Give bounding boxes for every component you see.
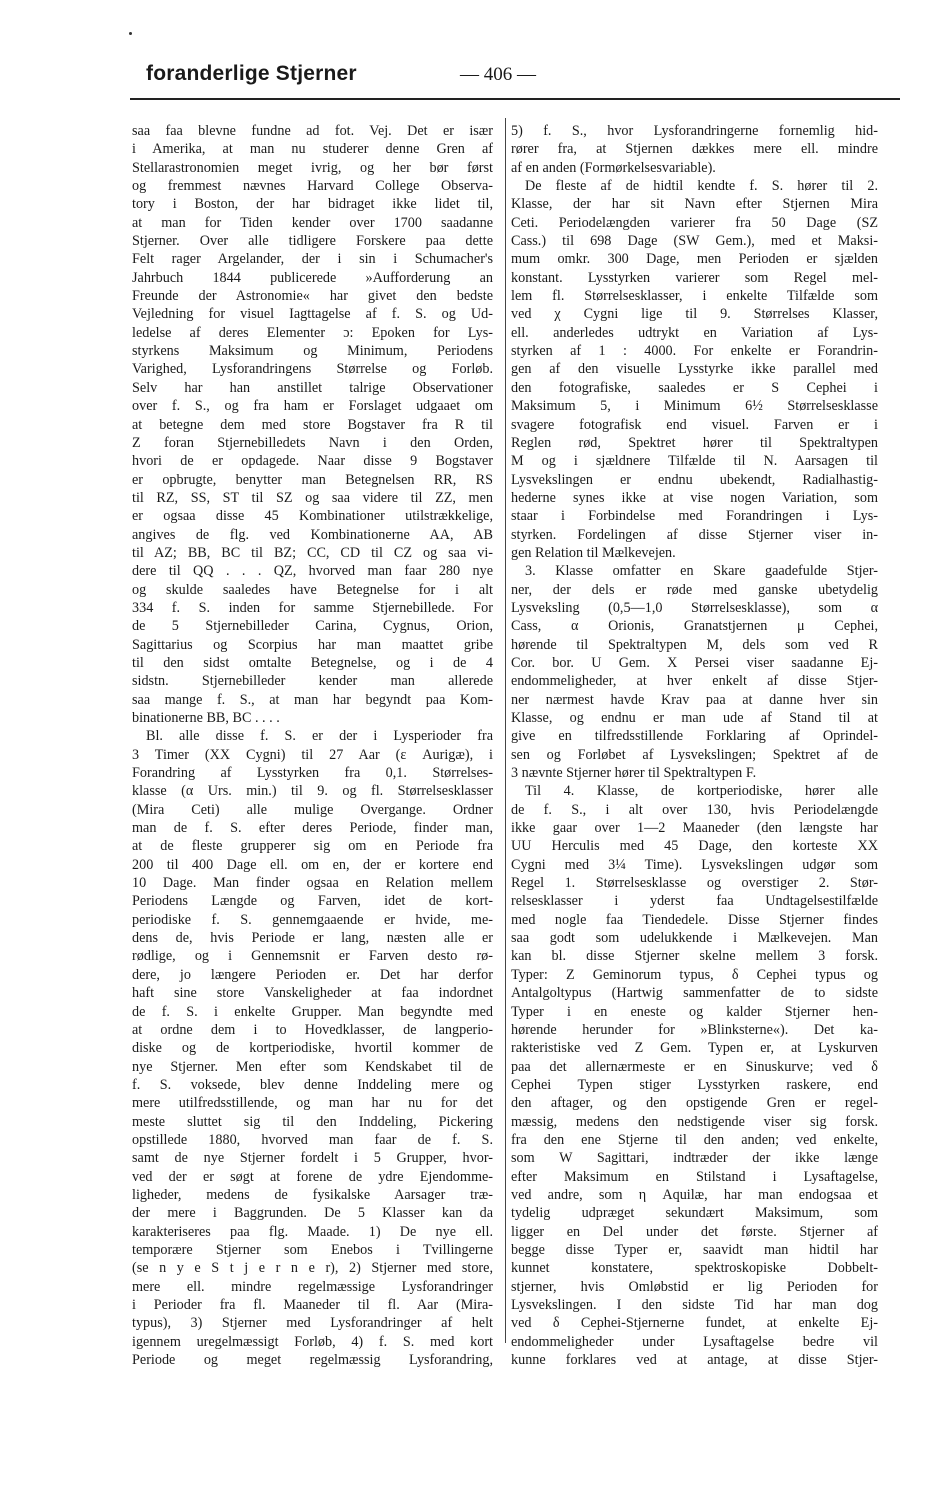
text-line: i Perioder fra fl. Maaneder til fl. Aar (Mira- (132, 1297, 493, 1313)
text-line: mæssig, medens den nedstigende viser sig forsk. (511, 1113, 878, 1130)
text-line: 5) f. S., hvor Lysforandringerne fornemlig hid- (511, 123, 878, 139)
text-line: Til 4. Klasse, de kortperiodiske, hører alle (525, 783, 878, 800)
text-line: endommeligheder under Lysaftagelse bedre vil (511, 1333, 878, 1350)
text-line: Periodens Længde og Farven, idet de kort- (132, 893, 493, 910)
text-line: konstant. Lysstyrken varierer som Regel mel- (511, 269, 878, 286)
text-line: sidstn. Stjernebilleder kender man allerede (132, 673, 493, 690)
text-line: er opbrugte, benytter man Betegnelsen RR, RS (132, 471, 493, 488)
text-line: stjerner, hvis Omløbstid er lig Perioden for (511, 1278, 878, 1295)
text-line: med nogle faa Tiendedele. Disse Stjerner findes (511, 911, 878, 928)
text-line: til RZ, SS, ST til SZ og saa videre til ZZ, men (132, 489, 493, 506)
text-line: dens de, hvis Periode er lang, næsten alle er (132, 930, 493, 947)
text-line: endommeligheder, at hver enkelt af disse Stjer- (511, 673, 878, 690)
text-line: Ceti. Periodelængden varierer fra 50 Dage (SZ (511, 214, 878, 231)
text-line: dere, jo længere Perioden er. Det har derfor (132, 966, 493, 983)
text-line: Cass, α Orionis, Granatstjernen μ Cephei, (511, 618, 878, 635)
text-line: Maksimum 5, i Minimum 6½ Størrelsesklasse (511, 398, 878, 415)
text-line: kunnet konstatere, spektroskopiske Dobbelt- (511, 1260, 878, 1277)
text-line: Lysvekslingen. I den sidste Tid har man dog (511, 1297, 878, 1313)
text-line: give en tilfredsstillende Forklaring af Oprindel- (511, 728, 878, 745)
text-line: Klasse, og endnu er man ude af Stand til at (511, 710, 878, 726)
text-line: mere ell. mindre regelmæssige Lysforandringer (132, 1278, 493, 1295)
text-line: til den sidst omtalte Betegnelse, og i de 4 (132, 654, 493, 671)
text-line: ner nærmest havde Krav paa at danne hver sin (511, 691, 878, 708)
text-line: og fremmest nævnes Harvard College Observa- (132, 178, 493, 195)
text-line: kunne forklares ved at antage, at disse Stjer- (511, 1352, 878, 1369)
text-line: saa godt som udelukkende i Mælkevejen. Man (511, 930, 878, 947)
text-line: man de f. S. efter deres Periode, finder man, (132, 820, 493, 837)
text-line: den aftager, og den opstigende Gren er regel- (511, 1095, 878, 1112)
text-line: Bl. alle disse f. S. er der i Lysperioder fra (146, 728, 493, 745)
text-line: Vejledning for visuel Iagttagelse af f. S. og Ud- (132, 306, 493, 323)
text-line: hørende til Spektraltypen M, dels som ved R (511, 636, 878, 653)
text-line: angives de flg. ved Kombinationerne AA, AB (132, 526, 493, 543)
text-line: Reglen rød, Spektret hører til Spektraltypen (511, 434, 878, 451)
text-line: haft sine store Vanskeligheder at faa indordnet (132, 985, 493, 1002)
text-line: Lysveksling (0,5—1,0 Størrelsesklasse), som α (511, 599, 878, 616)
text-line: UU Herculis med 45 Dage, den korteste XX (511, 838, 878, 855)
text-line: typus), 3) Stjerner med Lysforandringer af helt (132, 1315, 493, 1332)
text-line: ved der er søgt at forene de ydre Ejendomme- (132, 1168, 493, 1185)
text-line: hørende herunder for »Blinksterne«). Det ka- (511, 1021, 878, 1038)
text-line: svagere fotografisk end visuel. Farven er i (511, 416, 878, 433)
text-line: begge disse Typer er, saavidt man hidtil har (511, 1241, 878, 1258)
text-line: (Mira Ceti) alle mulige Overgange. Ordner (132, 801, 493, 818)
text-line: (se n y e S t j e r n e r), 2) Stjerner med store, (132, 1260, 493, 1277)
text-line: styrken af 1 : 4000. For enkelte er Forandrin- (511, 343, 878, 360)
text-line: Regel 1. Størrelsesklasse og overstiger 2. Stør- (511, 875, 878, 892)
text-line: sen og Forløbet af Lysvekslingen; Spektret af de (511, 746, 878, 763)
text-line: over f. S., og fra ham er Forslaget udgaaet om (132, 398, 493, 415)
text-line: karakteriseres paa flg. Maade. 1) De nye ell. (132, 1223, 493, 1240)
text-line: kan bl. disse Stjerner skelne mellem 3 forsk. (511, 948, 878, 965)
text-line: de f. S. i enkelte Grupper. Man begyndte med (132, 1003, 493, 1020)
text-line: Felt rager Argelander, der i sin i Schumacher's (132, 251, 493, 268)
text-line: at de fleste grupperer sig om en Periode fra (132, 838, 493, 855)
text-line: Forandring af Lysstyrken fra 0,1. Størrelses- (132, 765, 493, 782)
text-line: at ordne dem i to Hovedklasser, de langperio- (132, 1021, 493, 1038)
text-line: mum omkr. 300 Dage, men Perioden er sjælden (511, 251, 878, 268)
text-line: Stellarastronomien meget ivrig, og her bør først (132, 159, 493, 176)
text-line: ligheder, medens de fysikalske Aarsager træ- (132, 1186, 493, 1203)
text-line: efter Maksimum en Stilstand i Lysaftagelse, (511, 1168, 878, 1185)
right-column (511, 122, 878, 1369)
text-line: lem fl. Størrelsesklasser, i enkelte Tilfælde som (511, 288, 878, 305)
text-line: staar i Forbindelse med Forandringen i Lys- (511, 508, 878, 525)
text-line: rødlige, og i Gennemsnit er Farven desto rø- (132, 948, 493, 965)
text-line: 3 nævnte Stjerner hører til Spektraltypen F. (511, 765, 757, 782)
text-line: ikke gaar over 1—2 Maaneder (den længste har (511, 820, 878, 837)
text-line: 334 f. S. inden for samme Stjernebillede. For (132, 599, 493, 616)
text-line: som W Sagittari, indtræder der ikke længe (511, 1150, 878, 1167)
text-line: Cor. bor. U Gem. X Persei viser saadanne Ej- (511, 654, 878, 671)
page-speck (129, 32, 132, 35)
text-line: ledelse af deres Elementer ɔ: Epoken for Lys- (132, 324, 493, 341)
text-line: er ogsaa disse 45 Kombinationer utilstrækkelige, (132, 508, 493, 525)
text-line: periodiske f. S. gennemgaaende er hvide, me- (132, 911, 493, 928)
text-line: at man for Tiden kender over 1700 saadanne (132, 214, 493, 231)
text-line: Klasse, der har sit Navn efter Stjernen Mira (511, 196, 878, 213)
text-line: de f. S., i alt over 130, hvis Periodelængde (511, 801, 878, 818)
text-line: Typer: Z Geminorum typus, δ Cephei typus og (511, 966, 878, 983)
text-line: Jahrbuch 1844 publicerede »Aufforderung an (132, 269, 493, 286)
text-line: M og i sjældnere Tilfælde til N. Aarsagen til (511, 453, 878, 470)
text-line: den fotografiske, saaledes er S Cephei i (511, 379, 878, 396)
text-line: Cass.) til 698 Dage (SW Gem.), med et Maksi- (511, 233, 878, 250)
text-line: ved δ Cephei-Stjernerne fundet, at enkelte Ej- (511, 1315, 878, 1332)
text-line: gen af den visuelle Lysstyrke ikke parallel med (511, 361, 878, 378)
text-line: Cygni med 3¼ Time). Lysvekslingen udgør som (511, 856, 878, 873)
text-line: saa mange f. S., at man har begyndt paa Kom- (132, 691, 493, 708)
running-title: foranderlige Stjerner (146, 62, 357, 85)
text-line: Z foran Stjernebilledets Navn i den Orden, (132, 434, 493, 451)
text-line: Stjerner. Over alle tidligere Forskere paa dette (132, 233, 493, 250)
text-line: meste sluttet sig til den Inddeling, Pickering (132, 1113, 493, 1130)
text-line: der mere i Baggrunden. De 5 Klasser kan da (132, 1205, 493, 1222)
text-line: ner, der dels er røde med ganske ubetydelig (511, 581, 878, 598)
text-line: rakteristiske ved Z Gem. Typen er, at Lyskurven (511, 1040, 878, 1057)
text-line: i Amerika, at man nu studerer denne Gren af (132, 141, 493, 158)
text-line: f. S. voksede, blev denne Inddeling mere og (132, 1076, 493, 1093)
text-line: styrkens Maksimum og Minimum, Periodens (132, 343, 493, 360)
text-line: paa det allernærmeste er en Sinuskurve; ved δ (511, 1058, 878, 1075)
text-line: hvori de er opdagede. Naar disse 9 Bogstaver (132, 453, 493, 470)
text-line: fra den ene Stjerne til den anden; ved enkelte, (511, 1131, 878, 1148)
text-line: Varighed, Lysforandringens Størrelse og Forløb. (132, 361, 493, 378)
text-line: Periode og meget regelmæssig Lysforandring, (132, 1352, 493, 1369)
text-line: mere utilfredsstillende, og man har nu for det (132, 1095, 493, 1112)
text-line: ved χ Cygni lige til 9. Størrelses Klasser, (511, 306, 878, 323)
text-line: gen Relation til Mælkevejen. (511, 544, 676, 561)
text-line: tory i Boston, der har bidraget ikke lidet til, (132, 196, 493, 213)
text-line: 3. Klasse omfatter en Skare gaadefulde Stjer- (525, 563, 878, 580)
text-line: dere til QQ . . . QZ, hvorved man faar 280 nye (132, 563, 493, 580)
text-line: saa faa blevne fundne ad fot. Vej. Det er især (132, 123, 493, 139)
text-line: ell. anderledes udtrykt en Variation af Lys- (511, 324, 878, 341)
text-line: Cephei Typen stiger Lysstyrken raskere, end (511, 1076, 878, 1093)
text-line: temporære Stjerner som Enebos i Tvillingerne (132, 1241, 493, 1258)
text-line: ligger en Del under det første. Stjerner af (511, 1223, 878, 1240)
text-line: igennem uregelmæssigt Forløb, 4) f. S. med kort (132, 1333, 493, 1350)
running-header (130, 62, 900, 92)
text-line: samt de nye Stjerner fordelt i 5 Grupper, hvor- (132, 1150, 493, 1167)
text-line: de 5 Stjernebilleder Carina, Cygnus, Orion, (132, 618, 493, 635)
text-line: nye Stjerner. Men efter som Kendskabet til de (132, 1058, 493, 1075)
text-line: 10 Dage. Man finder ogsaa en Relation mellem (132, 875, 493, 892)
text-line: Freunde der Astronomie« har givet den bedste (132, 288, 493, 305)
text-line: diske og de kortperiodiske, hvortil kommer de (132, 1040, 493, 1057)
text-line: opstillede 1880, hvorved man faar de f. S. (132, 1131, 493, 1148)
text-line: Sagittarius og Scorpius har man maattet gribe (132, 636, 493, 653)
text-line: De fleste af de hidtil kendte f. S. hører til 2. (525, 178, 878, 195)
text-line: Typer i en eneste og kalder Stjerner hen- (511, 1003, 878, 1020)
text-line: styrken. Fordelingen af disse Stjerner viser in- (511, 526, 878, 543)
text-line: 200 til 400 Dage ell. om en, der er kortere end (132, 856, 493, 873)
text-line: Lysvekslingen er endnu ubekendt, Radialhastig- (511, 471, 878, 488)
header-rule (130, 98, 900, 100)
text-line: binationerne BB, BC . . . . (132, 710, 280, 726)
text-line: af en anden (Formørkelsesvariable). (511, 159, 716, 176)
text-line: hederne synes ikke at vise nogen Variation, som (511, 489, 878, 506)
text-line: at betegne dem med store Bogstaver fra R til (132, 416, 493, 433)
text-line: til AZ; BB, BC til BZ; CC, CD til CZ og saa vi- (132, 544, 493, 561)
left-column (132, 122, 493, 1369)
page-number: — 406 — (460, 64, 536, 85)
text-line: ved andre, som η Aquilæ, har man endogsaa et (511, 1186, 878, 1203)
text-line: rører fra, at Stjernen dækkes mere ell. mindre (511, 141, 878, 158)
text-line: tydelig udpræget sekundært Maksimum, som (511, 1205, 878, 1222)
column-divider (505, 118, 506, 1343)
text-line: Selv har han anstillet talrige Observationer (132, 379, 493, 396)
text-line: Antalgoltypus (Hartwig sammenfatter de to sidste (511, 985, 878, 1002)
text-line: relsesklasser i yderst faa Undtagelsestilfælde (511, 893, 878, 910)
text-line: 3 Timer (XX Cygni) til 27 Aar (ε Aurigæ), i (132, 746, 493, 763)
text-line: og skulde saaledes have Betegnelse for i alt (132, 581, 493, 598)
text-line: klasse (α Urs. min.) til 9. og fl. Størrelsesklasser (132, 783, 493, 800)
